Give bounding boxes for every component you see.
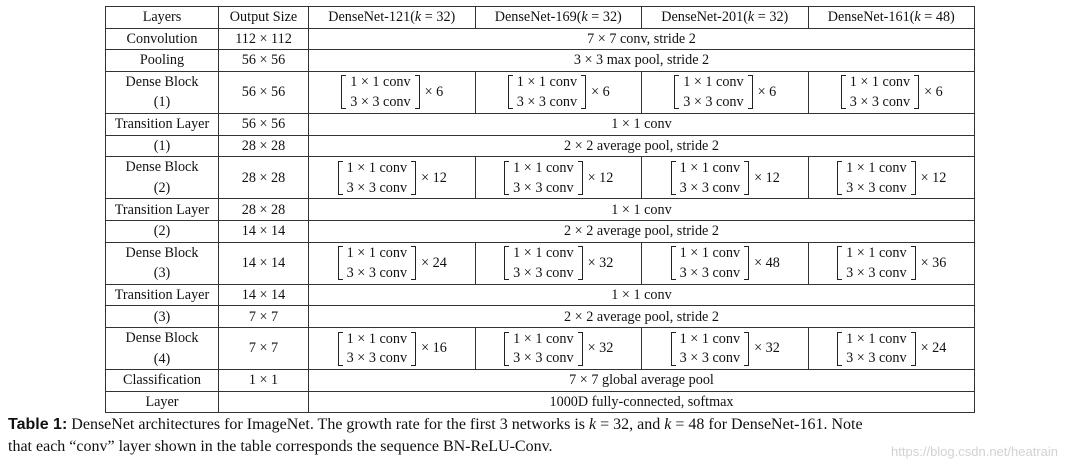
desc-cell: 1 × 1 conv <box>309 113 975 135</box>
bracket-matrix: 1 × 1 conv 3 × 3 conv <box>337 331 417 367</box>
bracket-matrix: 1 × 1 conv 3 × 3 conv <box>836 245 916 281</box>
size-cell: 14 × 14 <box>219 220 309 242</box>
size-cell: 56 × 56 <box>219 50 309 72</box>
desc-cell: 7 × 7 global average pool <box>309 370 975 392</box>
row-dense-block-2 <box>106 157 975 199</box>
bracket-matrix: 1 × 1 conv 3 × 3 conv <box>670 245 750 281</box>
layer-cell: Dense Block (4) <box>106 327 219 369</box>
row-classification-b <box>106 391 975 413</box>
header-output-size: Output Size <box>219 7 309 29</box>
block-cell-121: 1 × 1 conv 3 × 3 conv × 12 <box>309 157 476 199</box>
block-cell-169: 1 × 1 conv 3 × 3 conv × 12 <box>475 157 642 199</box>
bracket-matrix: 1 × 1 conv 3 × 3 conv <box>337 245 417 281</box>
bracket-matrix: 1 × 1 conv 3 × 3 conv <box>340 74 420 110</box>
size-cell: 28 × 28 <box>219 199 309 221</box>
desc-cell: 2 × 2 average pool, stride 2 <box>309 306 975 328</box>
block-cell-201: 1 × 1 conv 3 × 3 conv × 32 <box>642 327 809 369</box>
row-dense-block-1 <box>106 71 975 113</box>
bracket-matrix: 1 × 1 conv 3 × 3 conv <box>670 331 750 367</box>
row-classification-a <box>106 370 975 392</box>
block-cell-121: 1 × 1 conv 3 × 3 conv × 24 <box>309 242 476 284</box>
block-cell-201: 1 × 1 conv 3 × 3 conv × 48 <box>642 242 809 284</box>
block-cell-121: 1 × 1 conv 3 × 3 conv × 16 <box>309 327 476 369</box>
layer-cell: Dense Block (2) <box>106 157 219 199</box>
bracket-matrix: 1 × 1 conv 3 × 3 conv <box>670 160 750 196</box>
size-cell: 14 × 14 <box>219 284 309 306</box>
densenet-architecture-table <box>105 6 975 413</box>
row-pooling <box>106 50 975 72</box>
header-densenet-161: DenseNet-161(k = 48) <box>808 7 975 29</box>
block-cell-161: 1 × 1 conv 3 × 3 conv × 6 <box>808 71 975 113</box>
size-cell: 14 × 14 <box>219 242 309 284</box>
bracket-matrix: 1 × 1 conv 3 × 3 conv <box>337 160 417 196</box>
bracket-matrix: 1 × 1 conv 3 × 3 conv <box>840 74 920 110</box>
header-densenet-121: DenseNet-121(k = 32) <box>309 7 476 29</box>
desc-cell: 2 × 2 average pool, stride 2 <box>309 135 975 157</box>
row-dense-block-4 <box>106 327 975 369</box>
size-cell: 56 × 56 <box>219 71 309 113</box>
block-cell-121: 1 × 1 conv 3 × 3 conv × 6 <box>309 71 476 113</box>
header-row <box>106 7 975 29</box>
bracket-matrix: 1 × 1 conv 3 × 3 conv <box>836 331 916 367</box>
layer-cell: Convolution <box>106 28 219 50</box>
block-cell-201: 1 × 1 conv 3 × 3 conv × 12 <box>642 157 809 199</box>
row-transition-2a <box>106 199 975 221</box>
size-cell-empty <box>219 391 309 413</box>
desc-cell: 3 × 3 max pool, stride 2 <box>309 50 975 72</box>
layer-cell: Transition Layer <box>106 199 219 221</box>
size-cell: 7 × 7 <box>219 327 309 369</box>
header-layers: Layers <box>106 7 219 29</box>
block-cell-161: 1 × 1 conv 3 × 3 conv × 12 <box>808 157 975 199</box>
layer-cell: Dense Block (1) <box>106 71 219 113</box>
caption-label: Table 1: <box>8 416 68 433</box>
size-cell: 7 × 7 <box>219 306 309 328</box>
row-transition-1a <box>106 113 975 135</box>
bracket-matrix: 1 × 1 conv 3 × 3 conv <box>673 74 753 110</box>
block-cell-201: 1 × 1 conv 3 × 3 conv × 6 <box>642 71 809 113</box>
block-cell-169: 1 × 1 conv 3 × 3 conv × 32 <box>475 242 642 284</box>
block-cell-169: 1 × 1 conv 3 × 3 conv × 32 <box>475 327 642 369</box>
desc-cell: 1 × 1 conv <box>309 284 975 306</box>
block-cell-161: 1 × 1 conv 3 × 3 conv × 24 <box>808 327 975 369</box>
bracket-matrix: 1 × 1 conv 3 × 3 conv <box>836 160 916 196</box>
layer-cell: Transition Layer <box>106 113 219 135</box>
row-convolution <box>106 28 975 50</box>
bracket-matrix: 1 × 1 conv 3 × 3 conv <box>503 160 583 196</box>
watermark-url: https://blog.csdn.net/heatrain <box>891 444 1058 459</box>
table-caption: Table 1: DenseNet architectures for ImageNet. The growth rate for the first 3 networks is k = 32, and k = 48 for DenseNet-161. Note that each “conv” layer shown in the table corresponds the sequence BN-ReLU-Conv. <box>8 416 863 455</box>
bracket-matrix: 1 × 1 conv 3 × 3 conv <box>503 331 583 367</box>
block-cell-161: 1 × 1 conv 3 × 3 conv × 36 <box>808 242 975 284</box>
layer-cell: (2) <box>106 220 219 242</box>
desc-cell: 7 × 7 conv, stride 2 <box>309 28 975 50</box>
row-dense-block-3 <box>106 242 975 284</box>
layer-cell: (3) <box>106 306 219 328</box>
size-cell: 56 × 56 <box>219 113 309 135</box>
row-transition-3b <box>106 306 975 328</box>
layer-cell: Transition Layer <box>106 284 219 306</box>
desc-cell: 1000D fully-connected, softmax <box>309 391 975 413</box>
size-cell: 1 × 1 <box>219 370 309 392</box>
desc-cell: 2 × 2 average pool, stride 2 <box>309 220 975 242</box>
layer-cell: Layer <box>106 391 219 413</box>
size-cell: 28 × 28 <box>219 135 309 157</box>
layer-cell: Classification <box>106 370 219 392</box>
caption-line-2: that each “conv” layer shown in the table corresponds the sequence BN-ReLU-Conv. <box>8 438 553 455</box>
block-cell-169: 1 × 1 conv 3 × 3 conv × 6 <box>475 71 642 113</box>
bracket-matrix: 1 × 1 conv 3 × 3 conv <box>503 245 583 281</box>
bracket-matrix: 1 × 1 conv 3 × 3 conv <box>507 74 587 110</box>
layer-cell: Dense Block (3) <box>106 242 219 284</box>
header-densenet-201: DenseNet-201(k = 32) <box>642 7 809 29</box>
header-densenet-169: DenseNet-169(k = 32) <box>475 7 642 29</box>
layer-cell: Pooling <box>106 50 219 72</box>
row-transition-2b <box>106 220 975 242</box>
size-cell: 112 × 112 <box>219 28 309 50</box>
size-cell: 28 × 28 <box>219 157 309 199</box>
desc-cell: 1 × 1 conv <box>309 199 975 221</box>
row-transition-1b <box>106 135 975 157</box>
layer-cell: (1) <box>106 135 219 157</box>
row-transition-3a <box>106 284 975 306</box>
